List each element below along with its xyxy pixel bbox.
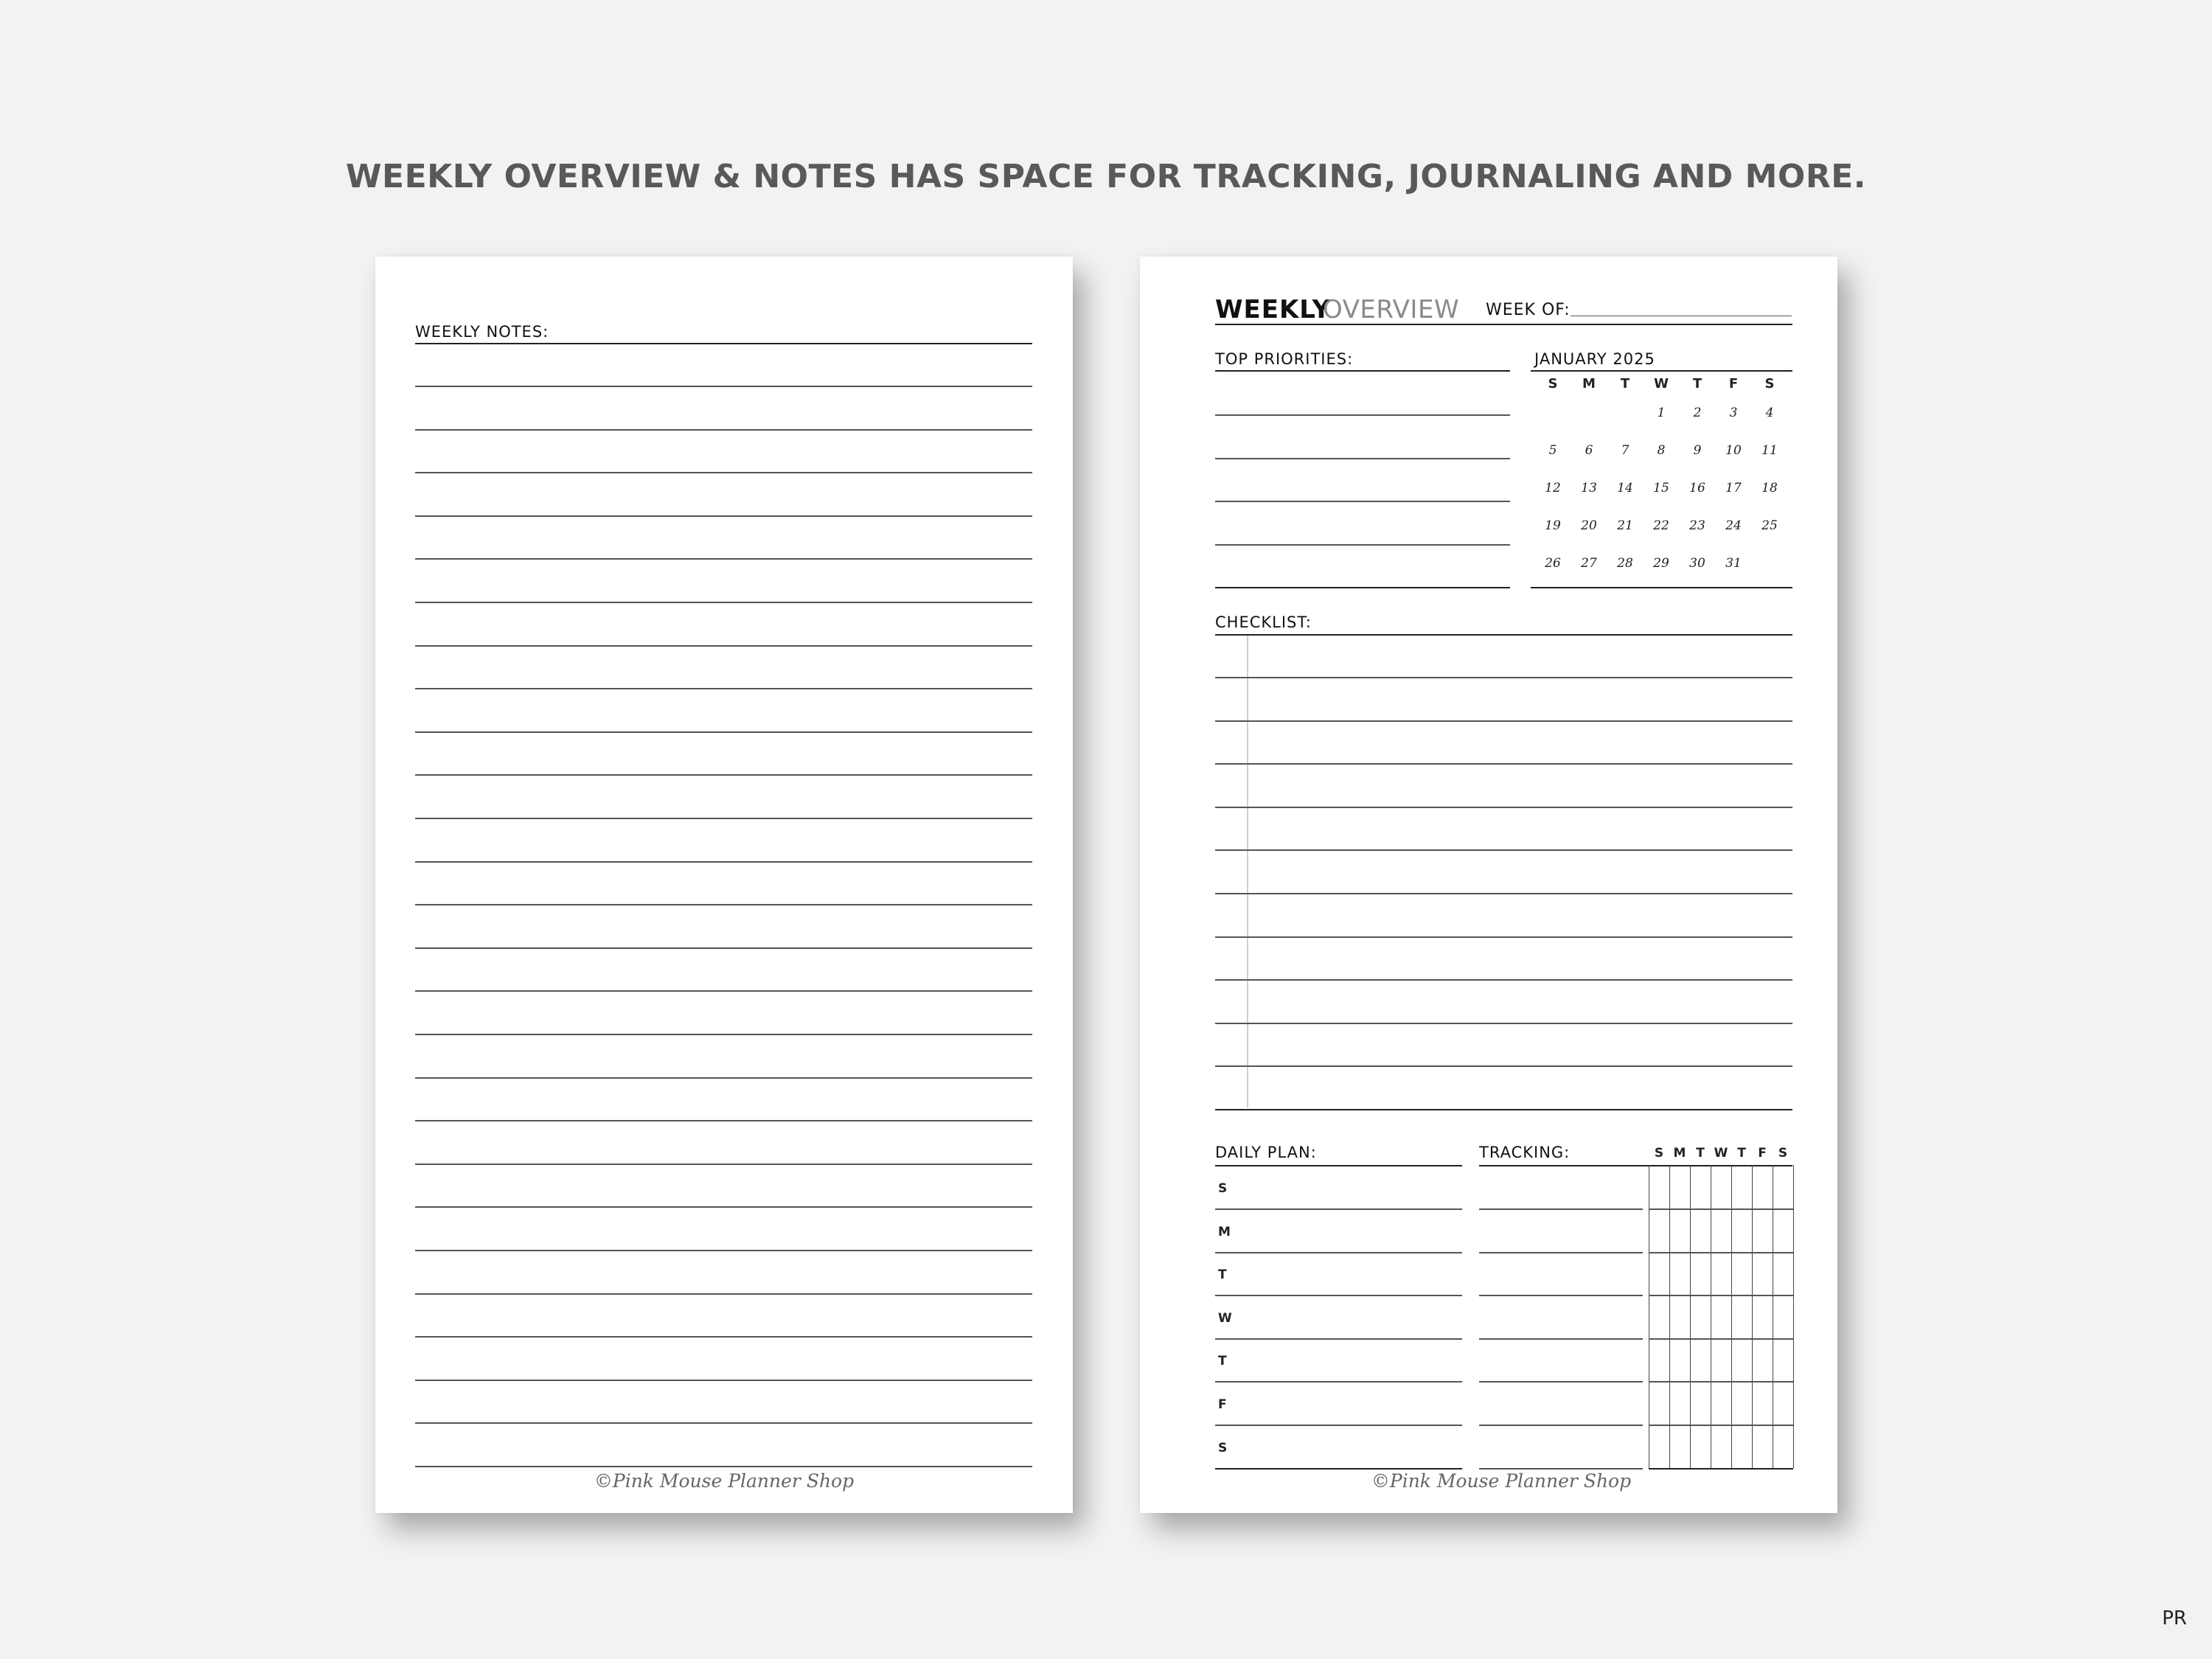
daily-plan-line[interactable]: [1215, 1208, 1462, 1210]
calendar-weekday-header: S: [1548, 376, 1558, 392]
notes-line[interactable]: [415, 1466, 1032, 1467]
top-priorities-label: TOP PRIORITIES:: [1215, 350, 1354, 368]
calendar-date[interactable]: 25: [1761, 518, 1778, 533]
notes-line[interactable]: [415, 386, 1032, 387]
calendar-date[interactable]: 3: [1729, 406, 1738, 420]
priority-line[interactable]: [1215, 458, 1510, 459]
calendar-date[interactable]: 17: [1725, 481, 1742, 495]
notes-line[interactable]: [415, 1034, 1032, 1035]
notes-line[interactable]: [415, 861, 1032, 863]
notes-line[interactable]: [415, 429, 1032, 431]
calendar-date[interactable]: 29: [1653, 556, 1669, 571]
notes-line[interactable]: [415, 990, 1032, 992]
calendar-weekday-header: F: [1728, 376, 1739, 392]
tracking-grid-row[interactable]: [1649, 1338, 1793, 1340]
priority-line[interactable]: [1215, 414, 1510, 416]
checklist-line[interactable]: [1215, 979, 1792, 981]
calendar-weekday-header: S: [1764, 376, 1775, 392]
daily-plan-day-label: M: [1218, 1224, 1231, 1239]
tracking-grid-column: [1731, 1165, 1732, 1468]
tracking-day-header: T: [1737, 1146, 1746, 1161]
notes-line[interactable]: [415, 602, 1032, 603]
calendar-date[interactable]: 24: [1725, 518, 1742, 533]
notes-line[interactable]: [415, 774, 1032, 776]
calendar-date[interactable]: 2: [1693, 406, 1702, 420]
tracking-habit-line[interactable]: [1479, 1425, 1643, 1426]
calendar-date[interactable]: 13: [1581, 481, 1597, 495]
calendar-date[interactable]: 15: [1653, 481, 1669, 495]
tracking-day-header: W: [1714, 1146, 1728, 1161]
checklist-line[interactable]: [1215, 677, 1792, 678]
notes-line[interactable]: [415, 1336, 1032, 1338]
priority-line[interactable]: [1215, 587, 1510, 588]
tracking-day-header: T: [1696, 1146, 1705, 1161]
calendar-date[interactable]: 20: [1581, 518, 1597, 533]
checklist-checkbox-column: [1247, 636, 1248, 1107]
checklist-line[interactable]: [1215, 936, 1792, 938]
shop-signature: ©Pink Mouse Planner Shop: [594, 1470, 855, 1492]
checklist-line[interactable]: [1215, 1065, 1792, 1067]
calendar-weekday-header: T: [1692, 376, 1703, 392]
notes-line[interactable]: [415, 558, 1032, 560]
daily-plan-header-rule: [1215, 1165, 1462, 1166]
calendar-date[interactable]: 1: [1657, 406, 1666, 420]
top-priorities-rule: [1215, 370, 1510, 372]
daily-plan-line[interactable]: [1215, 1381, 1462, 1382]
daily-plan-line[interactable]: [1215, 1468, 1462, 1470]
checklist-line[interactable]: [1215, 893, 1792, 894]
calendar-header-rule: [1531, 370, 1792, 372]
weekly-notes-header-rule: [415, 343, 1032, 344]
notes-line[interactable]: [415, 904, 1032, 905]
checklist-line[interactable]: [1215, 1109, 1792, 1110]
calendar-date[interactable]: 6: [1585, 443, 1593, 458]
calendar-bottom-rule: [1531, 587, 1792, 588]
notes-line[interactable]: [415, 1077, 1032, 1079]
calendar-date[interactable]: 30: [1689, 556, 1705, 571]
notes-line[interactable]: [415, 1206, 1032, 1208]
calendar-weekday-header: W: [1654, 376, 1669, 392]
calendar-date[interactable]: 12: [1545, 481, 1561, 495]
notes-line[interactable]: [415, 947, 1032, 949]
priority-line[interactable]: [1215, 544, 1510, 546]
calendar-date[interactable]: 4: [1765, 406, 1774, 420]
weekly-notes-label: WEEKLY NOTES:: [415, 323, 549, 341]
daily-plan-day-label: S: [1218, 1181, 1228, 1196]
tracking-grid-column: [1752, 1165, 1753, 1468]
notes-line[interactable]: [415, 1250, 1032, 1251]
calendar-date[interactable]: 18: [1761, 481, 1778, 495]
title-overview: OVERVIEW: [1323, 295, 1460, 324]
notes-line[interactable]: [415, 1120, 1032, 1121]
checklist-header-rule: [1215, 634, 1792, 636]
tracking-grid-row[interactable]: [1649, 1425, 1793, 1426]
tracking-habit-line[interactable]: [1479, 1208, 1643, 1210]
priority-line[interactable]: [1215, 501, 1510, 502]
tracking-day-header: S: [1654, 1146, 1664, 1161]
notes-line[interactable]: [415, 1422, 1032, 1424]
title-rule: [1215, 324, 1792, 325]
checklist-label: CHECKLIST:: [1215, 613, 1312, 631]
daily-plan-line[interactable]: [1215, 1252, 1462, 1253]
calendar-date[interactable]: 16: [1689, 481, 1705, 495]
tracking-grid-row[interactable]: [1649, 1252, 1793, 1253]
notes-line[interactable]: [415, 688, 1032, 689]
tracking-grid-column: [1793, 1165, 1794, 1468]
tracking-day-header: F: [1758, 1146, 1767, 1161]
daily-plan-day-label: F: [1218, 1397, 1227, 1412]
notes-line[interactable]: [415, 731, 1032, 733]
tracking-grid-column: [1690, 1165, 1691, 1468]
tracking-day-header: M: [1673, 1146, 1686, 1161]
corner-mark: PR: [2162, 1607, 2187, 1630]
notes-line[interactable]: [415, 1293, 1032, 1295]
checklist-line[interactable]: [1215, 849, 1792, 851]
calendar-date[interactable]: 22: [1653, 518, 1669, 533]
title-weekly: WEEKLY: [1215, 295, 1332, 324]
daily-plan-day-label: T: [1218, 1354, 1227, 1369]
calendar-date[interactable]: 28: [1617, 556, 1633, 571]
tracking-day-header: S: [1778, 1146, 1788, 1161]
checklist-line[interactable]: [1215, 763, 1792, 765]
notes-line[interactable]: [415, 472, 1032, 473]
tracking-grid-column: [1669, 1165, 1670, 1468]
notes-line[interactable]: [415, 645, 1032, 647]
tracking-habit-line[interactable]: [1479, 1468, 1643, 1470]
calendar-date[interactable]: 11: [1761, 443, 1778, 458]
calendar-date[interactable]: 23: [1689, 518, 1705, 533]
notes-line[interactable]: [415, 515, 1032, 517]
tracking-habit-line[interactable]: [1479, 1252, 1643, 1253]
daily-plan-day-label: S: [1218, 1440, 1228, 1455]
weekly-notes-page: [375, 257, 1073, 1513]
shop-signature: ©Pink Mouse Planner Shop: [1371, 1470, 1632, 1492]
tracking-grid-row[interactable]: [1649, 1381, 1793, 1382]
calendar-date[interactable]: 5: [1548, 443, 1557, 458]
notes-line[interactable]: [415, 1380, 1032, 1381]
calendar-date[interactable]: 10: [1725, 443, 1742, 458]
calendar-date[interactable]: 26: [1545, 556, 1561, 571]
checklist-line[interactable]: [1215, 807, 1792, 808]
tracking-habit-line[interactable]: [1479, 1295, 1643, 1296]
daily-plan-line[interactable]: [1215, 1425, 1462, 1426]
tracking-habit-line[interactable]: [1479, 1338, 1643, 1340]
daily-plan-day-label: T: [1218, 1267, 1227, 1283]
calendar-date[interactable]: 31: [1725, 556, 1742, 571]
calendar-weekday-header: T: [1620, 376, 1630, 392]
calendar-date[interactable]: 8: [1657, 443, 1666, 458]
calendar-month-label: JANUARY 2025: [1534, 350, 1655, 368]
tracking-grid-row[interactable]: [1649, 1208, 1793, 1210]
checklist-line[interactable]: [1215, 720, 1792, 722]
daily-plan-line[interactable]: [1215, 1338, 1462, 1340]
calendar-date[interactable]: 14: [1617, 481, 1633, 495]
week-of-label: WEEK OF:: [1486, 301, 1571, 319]
calendar-date[interactable]: 21: [1617, 518, 1633, 533]
tracking-label: TRACKING:: [1479, 1144, 1571, 1161]
tracking-header-rule: [1479, 1165, 1792, 1166]
headline: WEEKLY OVERVIEW & NOTES HAS SPACE FOR TRACKING, JOURNALING AND MORE.: [346, 158, 1866, 195]
calendar-date[interactable]: 19: [1545, 518, 1561, 533]
calendar-date[interactable]: 27: [1581, 556, 1597, 571]
tracking-grid-row[interactable]: [1649, 1295, 1793, 1296]
tracking-grid-row[interactable]: [1649, 1468, 1793, 1470]
daily-plan-line[interactable]: [1215, 1295, 1462, 1296]
notes-line[interactable]: [415, 1164, 1032, 1165]
notes-line[interactable]: [415, 818, 1032, 819]
daily-plan-day-label: W: [1218, 1310, 1232, 1326]
calendar-date[interactable]: 7: [1621, 443, 1630, 458]
checklist-line[interactable]: [1215, 1023, 1792, 1024]
weekly-overview-page: [1140, 257, 1837, 1513]
tracking-habit-line[interactable]: [1479, 1381, 1643, 1382]
calendar-weekday-header: M: [1582, 376, 1596, 392]
daily-plan-label: DAILY PLAN:: [1215, 1144, 1317, 1161]
calendar-date[interactable]: 9: [1693, 443, 1702, 458]
